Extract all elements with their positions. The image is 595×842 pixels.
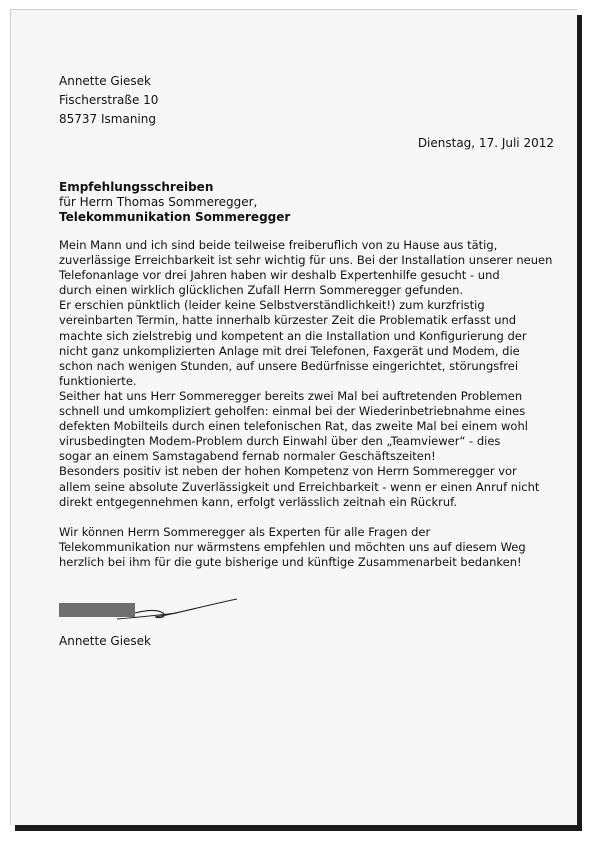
body-line: nicht ganz unkomplizierten Anlage mit drei Telefonen, Faxgerät und Modem, die xyxy=(59,343,520,358)
letter-date: Dienstag, 17. Juli 2012 xyxy=(417,136,554,150)
body-line: funktionierte. xyxy=(59,373,137,388)
body-line: Mein Mann und ich sind beide teilweise freiberuflich von zu Hause aus tätig, xyxy=(59,238,498,252)
closing-line: Wir können Herrn Sommeregger als Experten für alle Fragen der xyxy=(59,524,431,539)
body-line: direkt entgegennehmen kann, erfolgt verlässlich zeitnah ein Rückruf. xyxy=(59,494,458,509)
closing-line: Telekommunikation nur wärmstens empfehlen und möchten uns auf diesem Weg xyxy=(59,539,526,554)
paragraph-gap xyxy=(59,510,559,525)
letter-body xyxy=(59,238,559,570)
body-line: virusbedingten Modem-Problem durch Einwahl über den „Teamviewer“ - dies xyxy=(59,434,501,449)
body-line: schnell und umkompliziert geholfen: einmal bei der Wiederinbetriebnahme eines xyxy=(59,404,526,419)
redaction-bar xyxy=(59,603,135,617)
sender-name: Annette Giesek xyxy=(59,74,152,88)
body-line: machte sich zielstrebig und kompetent an die Installation und Konfigurierung der xyxy=(59,328,527,343)
body-line: schon nach wenigen Stunden, auf unsere Bedürfnisse eingerichtet, störungsfrei xyxy=(59,358,519,373)
subject-block xyxy=(59,180,290,225)
body-line: durch einen wirklich glücklichen Zufall Herrn Sommeregger gefunden. xyxy=(59,283,464,298)
signer-name: Annette Giesek xyxy=(59,634,152,648)
recipient-line: für Herrn Thomas Sommeregger, xyxy=(59,195,258,209)
body-line: Seither hat uns Herr Sommeregger bereits zwei Mal bei auftretenden Problemen xyxy=(59,388,523,403)
sender-street: Fischerstraße 10 xyxy=(59,93,159,107)
body-line: Er erschien pünktlich (leider keine Selbstverständlichkeit!) zum kurzfristig xyxy=(59,298,485,313)
company-name: Telekommunikation Sommeregger xyxy=(59,210,291,224)
body-line: allem seine absolute Zuverlässigkeit und Erreichbarkeit - wenn er einen Anruf nicht xyxy=(59,479,540,494)
body-line: zuverlässige Erreichbarkeit ist sehr wichtig für uns. Bei der Installation unserer neuen xyxy=(59,253,553,268)
signature-area xyxy=(59,593,259,633)
body-line: sogar an einem Samstagabend fernab normaler Geschäftszeiten! xyxy=(59,449,436,464)
sender-city: 85737 Ismaning xyxy=(59,112,156,126)
sender-address xyxy=(59,72,158,129)
body-line: defekten Mobilteils durch einen telefonischen Rat, das zweite Mal bei einem wohl xyxy=(59,419,528,434)
letter-page xyxy=(10,9,577,825)
letter-title: Empfehlungsschreiben xyxy=(59,180,214,194)
body-line: vereinbarten Termin, hatte innerhalb kürzester Zeit die Problematik erfasst und xyxy=(59,313,517,328)
closing-line: herzlich bei ihm für die gute bisherige und künftige Zusammenarbeit bedanken! xyxy=(59,554,522,569)
body-line: Telefonanlage vor drei Jahren haben wir deshalb Expertenhilfe gesucht - und xyxy=(59,268,500,283)
body-line: Besonders positiv ist neben der hohen Kompetenz von Herrn Sommeregger vor xyxy=(59,464,517,479)
